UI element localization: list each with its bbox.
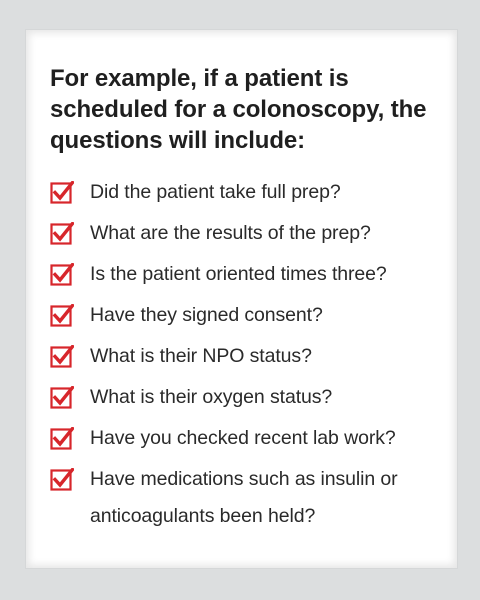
checked-box-icon [50, 468, 74, 492]
checklist-item [50, 424, 450, 465]
checklist-item [50, 342, 450, 383]
infobox-card [26, 30, 457, 568]
checklist-item-text: Have medications such as insulin or anticoagulants been held? [90, 468, 398, 527]
checklist-item [50, 465, 450, 545]
checked-box-icon [50, 263, 74, 287]
checked-box-icon [50, 427, 74, 451]
question-checklist [50, 178, 450, 545]
checked-box-icon [50, 345, 74, 369]
checked-box-icon [50, 181, 74, 205]
checked-box-icon [50, 386, 74, 410]
checked-box-icon [50, 222, 74, 246]
checklist-item-text: Have they signed consent? [90, 304, 323, 326]
checklist-item [50, 178, 450, 219]
checklist-item-text: What is their NPO status? [90, 345, 312, 367]
checklist-item-text: Is the patient oriented times three? [90, 263, 387, 285]
checklist-item [50, 260, 450, 301]
checklist-item [50, 383, 450, 424]
infobox-heading: For example, if a patient is scheduled for a colonoscopy, the questions will include: [50, 65, 427, 154]
checklist-item [50, 301, 450, 342]
checklist-item-text: Have you checked recent lab work? [90, 427, 396, 449]
checklist-item-text: What are the results of the prep? [90, 222, 371, 244]
checklist-item-text: What is their oxygen status? [90, 386, 333, 408]
checklist-item-text: Did the patient take full prep? [90, 181, 341, 203]
checked-box-icon [50, 304, 74, 328]
checklist-item [50, 219, 450, 260]
